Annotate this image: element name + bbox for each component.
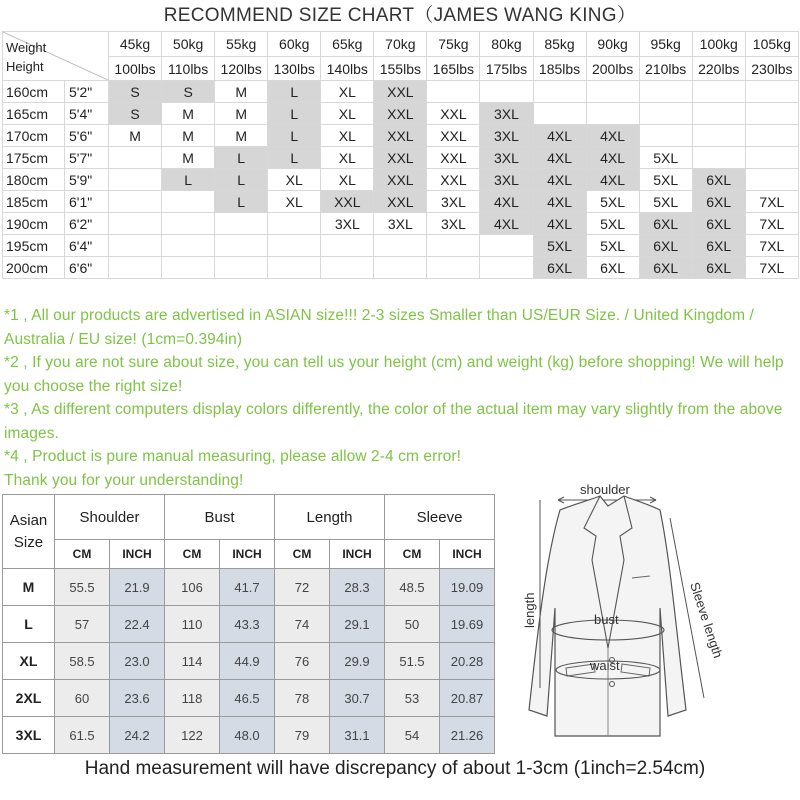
value-inch: 21.9 <box>110 569 165 606</box>
height-inch: 6'6" <box>65 257 109 279</box>
measure-group-header: Bust <box>165 495 275 540</box>
unit-inch-header: INCH <box>220 540 275 569</box>
weight-lbs-header: 120lbs <box>215 57 268 81</box>
size-cell <box>268 213 321 235</box>
measure-group-header: Sleeve <box>385 495 495 540</box>
diagram-label-length: length <box>522 592 537 628</box>
size-cell: L <box>215 191 268 213</box>
weight-lbs-header: 110lbs <box>162 57 215 81</box>
height-cm: 160cm <box>3 81 65 103</box>
value-cm: 78 <box>275 680 330 717</box>
size-cell: 6XL <box>692 257 745 279</box>
value-cm: 106 <box>165 569 220 606</box>
weight-kg-header: 100kg <box>692 32 745 57</box>
value-cm: 61.5 <box>55 717 110 754</box>
height-inch: 5'9" <box>65 169 109 191</box>
value-cm: 72 <box>275 569 330 606</box>
unit-inch-header: INCH <box>330 540 385 569</box>
note-1: *1 , All our products are advertised in ASIAN size!!! 2-3 sizes Smaller than US/EUR Size. / United Kingdom / Australia / EU size! (1cm=0.394in) <box>4 307 754 348</box>
table-row <box>3 81 799 103</box>
size-cell: 7XL <box>745 213 798 235</box>
size-cell <box>109 169 162 191</box>
note-2: *2 , If you are not sure about size, you can tell us your height (cm) and weight (kg) before shopping! We will help you choose the right size! <box>4 354 784 395</box>
size-cell: XXL <box>427 169 480 191</box>
size-cell <box>639 103 692 125</box>
size-cell: 3XL <box>427 213 480 235</box>
value-inch: 46.5 <box>220 680 275 717</box>
weight-kg-header: 45kg <box>109 32 162 57</box>
size-cell <box>109 235 162 257</box>
weight-lbs-header: 220lbs <box>692 57 745 81</box>
notes <box>4 304 798 492</box>
size-cell: XXL <box>374 169 427 191</box>
weight-lbs-header: 230lbs <box>745 57 798 81</box>
size-cell <box>692 147 745 169</box>
value-cm: 54 <box>385 717 440 754</box>
table-row <box>3 680 495 717</box>
table-row <box>3 103 799 125</box>
size-cell: 3XL <box>480 147 533 169</box>
value-cm: 110 <box>165 606 220 643</box>
size-cell <box>745 81 798 103</box>
size-cell: L <box>215 147 268 169</box>
size-cell: XL <box>321 125 374 147</box>
size-cell: 3XL <box>480 103 533 125</box>
size-cell: XL <box>268 169 321 191</box>
value-inch: 30.7 <box>330 680 385 717</box>
size-cell: 4XL <box>586 147 639 169</box>
table-row <box>3 235 799 257</box>
size-cell <box>109 191 162 213</box>
weight-lbs-header: 175lbs <box>480 57 533 81</box>
size-cell: XXL <box>374 125 427 147</box>
size-cell <box>268 235 321 257</box>
table-row <box>3 569 495 606</box>
size-cell: 6XL <box>586 257 639 279</box>
height-cm: 200cm <box>3 257 65 279</box>
value-cm: 118 <box>165 680 220 717</box>
diagram-label-bust: bust <box>594 612 619 627</box>
size-cell: S <box>109 81 162 103</box>
value-inch: 44.9 <box>220 643 275 680</box>
size-cell <box>427 235 480 257</box>
size-cell: XXL <box>374 147 427 169</box>
value-cm: 55.5 <box>55 569 110 606</box>
value-inch: 48.0 <box>220 717 275 754</box>
size-cell: XXL <box>321 191 374 213</box>
value-cm: 57 <box>55 606 110 643</box>
size-cell <box>374 257 427 279</box>
unit-cm-header: CM <box>55 540 110 569</box>
size-cell: 7XL <box>745 257 798 279</box>
size-cell <box>427 81 480 103</box>
size-cell <box>215 235 268 257</box>
size-cell <box>586 81 639 103</box>
note-4: *4 , Product is pure manual measuring, please allow 2-4 cm error! <box>4 448 462 465</box>
weight-kg-header: 85kg <box>533 32 586 57</box>
value-inch: 29.1 <box>330 606 385 643</box>
size-cell: XXL <box>427 125 480 147</box>
size-cell: M <box>215 103 268 125</box>
measurement-table <box>2 494 495 754</box>
size-cell: XL <box>321 81 374 103</box>
weight-lbs-header: 210lbs <box>639 57 692 81</box>
value-inch: 24.2 <box>110 717 165 754</box>
weight-lbs-header: 155lbs <box>374 57 427 81</box>
size-cell <box>745 169 798 191</box>
size-cell: L <box>268 147 321 169</box>
weight-kg-header: 95kg <box>639 32 692 57</box>
weight-kg-header: 70kg <box>374 32 427 57</box>
height-inch: 5'6" <box>65 125 109 147</box>
size-cell: 4XL <box>480 191 533 213</box>
unit-inch-header: INCH <box>440 540 495 569</box>
jacket-illustration <box>500 478 798 754</box>
size-cell: XXL <box>427 103 480 125</box>
value-inch: 19.69 <box>440 606 495 643</box>
size-cell: 3XL <box>480 125 533 147</box>
size-cell <box>480 81 533 103</box>
value-inch: 41.7 <box>220 569 275 606</box>
value-inch: 20.87 <box>440 680 495 717</box>
size-cell <box>639 81 692 103</box>
size-cell: M <box>162 125 215 147</box>
size-cell: 3XL <box>374 213 427 235</box>
size-cell: L <box>162 169 215 191</box>
weight-kg-header: 60kg <box>268 32 321 57</box>
unit-cm-header: CM <box>165 540 220 569</box>
corner-header <box>3 32 109 81</box>
footer-note: Hand measurement will have discrepancy of about 1-3cm (1inch=2.54cm) <box>84 758 706 779</box>
size-cell <box>109 213 162 235</box>
size-cell <box>268 257 321 279</box>
weight-lbs-header: 130lbs <box>268 57 321 81</box>
size-cell: 5XL <box>533 235 586 257</box>
size-cell: 4XL <box>533 191 586 213</box>
table-row <box>3 257 799 279</box>
value-cm: 79 <box>275 717 330 754</box>
table-row <box>3 213 799 235</box>
value-cm: 122 <box>165 717 220 754</box>
page-title: RECOMMEND SIZE CHART（JAMES WANG KING） <box>163 5 637 26</box>
size-cell: M <box>215 125 268 147</box>
value-cm: 48.5 <box>385 569 440 606</box>
size-cell: XXL <box>374 103 427 125</box>
size-cell <box>745 125 798 147</box>
size-cell: 6XL <box>639 213 692 235</box>
asian-size-header <box>3 495 55 569</box>
weight-kg-header: 75kg <box>427 32 480 57</box>
size-cell <box>321 257 374 279</box>
value-cm: 51.5 <box>385 643 440 680</box>
height-inch: 6'1" <box>65 191 109 213</box>
size-cell: XXL <box>374 81 427 103</box>
size-cell: 6XL <box>533 257 586 279</box>
size-cell: 5XL <box>586 213 639 235</box>
size-cell: M <box>215 81 268 103</box>
table-row <box>3 606 495 643</box>
value-inch: 29.9 <box>330 643 385 680</box>
size-cell: 4XL <box>533 147 586 169</box>
height-cm: 195cm <box>3 235 65 257</box>
size-cell: XL <box>321 103 374 125</box>
height-cm: 175cm <box>3 147 65 169</box>
recommend-size-table <box>2 31 799 279</box>
value-inch: 19.09 <box>440 569 495 606</box>
size-label: L <box>3 606 55 643</box>
size-cell <box>109 257 162 279</box>
size-cell: 6XL <box>692 191 745 213</box>
size-cell: 6XL <box>639 235 692 257</box>
size-cell: 5XL <box>586 235 639 257</box>
size-cell <box>321 235 374 257</box>
table-row <box>3 717 495 754</box>
diagram-label-sleeve: Sleeve length <box>687 580 726 660</box>
size-cell: XXL <box>427 147 480 169</box>
size-cell: M <box>109 125 162 147</box>
weight-lbs-header: 185lbs <box>533 57 586 81</box>
height-cm: 190cm <box>3 213 65 235</box>
size-cell: XL <box>321 169 374 191</box>
weight-lbs-header: 165lbs <box>427 57 480 81</box>
size-cell: 6XL <box>692 213 745 235</box>
size-cell: S <box>162 81 215 103</box>
value-cm: 50 <box>385 606 440 643</box>
note-3: *3 , As different computers display colors differently, the color of the actual item may vary slightly from the above images. <box>4 401 783 442</box>
size-cell: 4XL <box>533 213 586 235</box>
size-cell: 4XL <box>586 125 639 147</box>
value-inch: 23.6 <box>110 680 165 717</box>
size-label: Size <box>13 533 44 551</box>
size-cell <box>692 81 745 103</box>
size-cell <box>162 257 215 279</box>
size-cell <box>162 191 215 213</box>
size-label: M <box>3 569 55 606</box>
table-row <box>3 643 495 680</box>
size-cell <box>109 147 162 169</box>
corner-height-label: Height <box>6 59 44 74</box>
value-inch: 23.0 <box>110 643 165 680</box>
diagram-label-shoulder: shoulder <box>580 482 630 497</box>
value-cm: 53 <box>385 680 440 717</box>
weight-kg-header: 80kg <box>480 32 533 57</box>
size-cell: L <box>268 103 321 125</box>
size-cell <box>215 213 268 235</box>
size-cell: 7XL <box>745 235 798 257</box>
size-cell <box>639 125 692 147</box>
size-cell <box>162 235 215 257</box>
size-cell: 3XL <box>321 213 374 235</box>
value-cm: 114 <box>165 643 220 680</box>
size-cell: XL <box>321 147 374 169</box>
weight-kg-header: 65kg <box>321 32 374 57</box>
height-cm: 170cm <box>3 125 65 147</box>
size-cell: 3XL <box>480 169 533 191</box>
weight-kg-header: 55kg <box>215 32 268 57</box>
size-cell: XXL <box>374 191 427 213</box>
asian-label: Asian <box>9 511 48 529</box>
size-cell: 6XL <box>692 235 745 257</box>
size-cell <box>586 103 639 125</box>
size-cell <box>533 81 586 103</box>
unit-cm-header: CM <box>385 540 440 569</box>
value-cm: 60 <box>55 680 110 717</box>
measure-group-header: Length <box>275 495 385 540</box>
size-cell: L <box>268 81 321 103</box>
table-row <box>3 191 799 213</box>
table-row <box>3 147 799 169</box>
size-cell <box>162 213 215 235</box>
size-cell <box>533 103 586 125</box>
weight-kg-header: 90kg <box>586 32 639 57</box>
value-inch: 21.26 <box>440 717 495 754</box>
size-cell: 4XL <box>533 125 586 147</box>
size-label: 3XL <box>3 717 55 754</box>
size-cell: 5XL <box>586 191 639 213</box>
size-label: 2XL <box>3 680 55 717</box>
value-cm: 58.5 <box>55 643 110 680</box>
size-cell <box>692 103 745 125</box>
weight-lbs-header: 100lbs <box>109 57 162 81</box>
measure-group-header: Shoulder <box>55 495 165 540</box>
size-cell: M <box>162 147 215 169</box>
size-cell <box>480 235 533 257</box>
jacket-diagram <box>500 478 798 754</box>
size-label: XL <box>3 643 55 680</box>
unit-cm-header: CM <box>275 540 330 569</box>
size-cell <box>745 147 798 169</box>
height-inch: 5'7" <box>65 147 109 169</box>
height-inch: 6'4" <box>65 235 109 257</box>
size-cell: 4XL <box>586 169 639 191</box>
value-inch: 31.1 <box>330 717 385 754</box>
table-row <box>3 125 799 147</box>
size-cell: S <box>109 103 162 125</box>
size-cell <box>215 257 268 279</box>
table-row <box>3 169 799 191</box>
size-cell: 6XL <box>692 169 745 191</box>
height-inch: 5'4" <box>65 103 109 125</box>
value-inch: 28.3 <box>330 569 385 606</box>
weight-kg-header: 50kg <box>162 32 215 57</box>
size-cell: M <box>162 103 215 125</box>
unit-inch-header: INCH <box>110 540 165 569</box>
value-inch: 20.28 <box>440 643 495 680</box>
size-cell <box>745 103 798 125</box>
size-cell: 3XL <box>427 191 480 213</box>
corner-weight-label: Weight <box>6 40 47 55</box>
size-cell: 7XL <box>745 191 798 213</box>
value-cm: 76 <box>275 643 330 680</box>
size-cell: 4XL <box>533 169 586 191</box>
value-cm: 74 <box>275 606 330 643</box>
size-cell: 5XL <box>639 147 692 169</box>
size-cell: 6XL <box>639 257 692 279</box>
size-cell: 5XL <box>639 169 692 191</box>
size-cell <box>480 257 533 279</box>
weight-lbs-header: 140lbs <box>321 57 374 81</box>
note-thanks: Thank you for your understanding! <box>4 471 244 489</box>
height-cm: 185cm <box>3 191 65 213</box>
height-cm: 180cm <box>3 169 65 191</box>
height-cm: 165cm <box>3 103 65 125</box>
weight-kg-header: 105kg <box>745 32 798 57</box>
height-inch: 5'2" <box>65 81 109 103</box>
diagram-label-waist: waist <box>590 658 620 673</box>
size-cell <box>427 257 480 279</box>
size-cell: 4XL <box>480 213 533 235</box>
size-cell: 5XL <box>639 191 692 213</box>
value-inch: 43.3 <box>220 606 275 643</box>
value-inch: 22.4 <box>110 606 165 643</box>
size-cell <box>374 235 427 257</box>
size-cell <box>692 125 745 147</box>
size-cell: XL <box>268 191 321 213</box>
size-cell: L <box>215 169 268 191</box>
weight-lbs-header: 200lbs <box>586 57 639 81</box>
size-cell: L <box>268 125 321 147</box>
height-inch: 6'2" <box>65 213 109 235</box>
